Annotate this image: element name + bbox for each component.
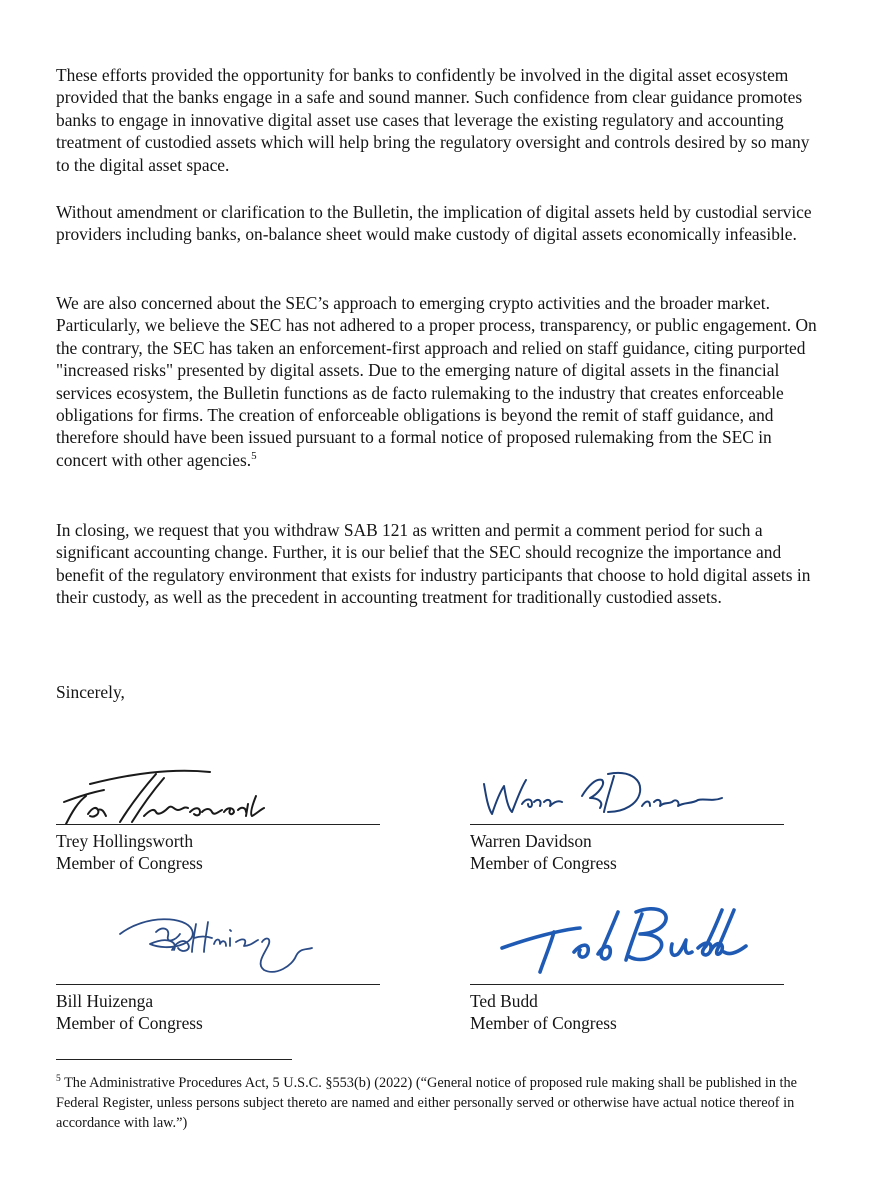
body-paragraph: In closing, we request that you withdraw SAB 121 as written and permit a comment period for such a significant accounting change. Further, it is our belief that the SEC should recognize the importance and benefit of the regulatory environment that exists for industry participants that choose to hold digital assets in their custody, as well as the precedent in accounting treatment for traditionally custodied assets. <box>56 520 811 608</box>
signatory-name: Warren Davidson <box>470 831 592 851</box>
footnote <box>56 1073 836 1133</box>
signatory-title: Member of Congress <box>56 1013 203 1033</box>
closing-salutation: Sincerely, <box>56 682 125 702</box>
signature-block-budd <box>470 900 800 1036</box>
signatory-name: Ted Budd <box>470 991 538 1011</box>
signatory-name: Trey Hollingsworth <box>56 831 194 851</box>
footnote-reference: 5 <box>251 450 257 463</box>
signatory-title: Member of Congress <box>470 853 617 873</box>
handwritten-signature <box>60 766 280 828</box>
signature-line <box>470 824 784 825</box>
signature-block-hollingsworth <box>56 760 386 876</box>
signatory-title: Member of Congress <box>56 853 203 873</box>
body-paragraph: Without amendment or clarification to the Bulletin, the implication of digital assets held by custodial service providers including banks, on-balance sheet would make custody of digital assets economically infeasible. <box>56 202 812 245</box>
footnote-text: The Administrative Procedures Act, 5 U.S.C. §553(b) (2022) (“General notice of proposed rule making shall be published in the Federal Register, unless persons subject thereto are named and either personally served or otherwise have actual notice thereof in accordance with law.”) <box>56 1075 798 1131</box>
signatory-name: Bill Huizenga <box>56 991 154 1011</box>
signatory-title: Member of Congress <box>470 1013 617 1033</box>
handwritten-signature <box>500 900 750 984</box>
signature-line <box>56 824 380 825</box>
footnote-divider <box>56 1059 292 1060</box>
signature-block-davidson <box>470 760 800 876</box>
body-paragraph <box>56 292 826 471</box>
signature-line <box>470 984 784 985</box>
footnote-marker: 5 <box>56 1074 61 1085</box>
signature-block-huizenga <box>56 900 386 1036</box>
handwritten-signature <box>478 762 738 822</box>
signature-line <box>56 984 380 985</box>
body-paragraph: These efforts provided the opportunity for banks to confidently be involved in the digital asset ecosystem provided that the banks engage in a safe and sound manner. Such confidence from clear guidance promotes banks to engage in innovative digital asset use cases that leverage the existing regulatory and accounting treatment of custodied assets which will help bring the regulatory oversight and controls desired by so many to the digital asset space. <box>56 65 810 175</box>
handwritten-signature <box>116 906 356 980</box>
paragraph-text: We are also concerned about the SEC’s approach to emerging crypto activities and the broader market. Particularly, we believe the SEC has not adhered to a proper process, transparency, or public engagement. On the contrary, the SEC has taken an enforcement-first approach and relied on staff guidance, citing purported "increased risks" presented by digital assets. Due to the emerging nature of digital assets in the financial services ecosystem, the Bulletin functions as de facto rulemaking to the industry that creates enforceable obligations for firms. The creation of enforceable obligations is beyond the remit of staff guidance, and therefore should have been issued pursuant to a formal notice of proposed rulemaking from the SEC in concert with other agencies. <box>56 293 817 470</box>
